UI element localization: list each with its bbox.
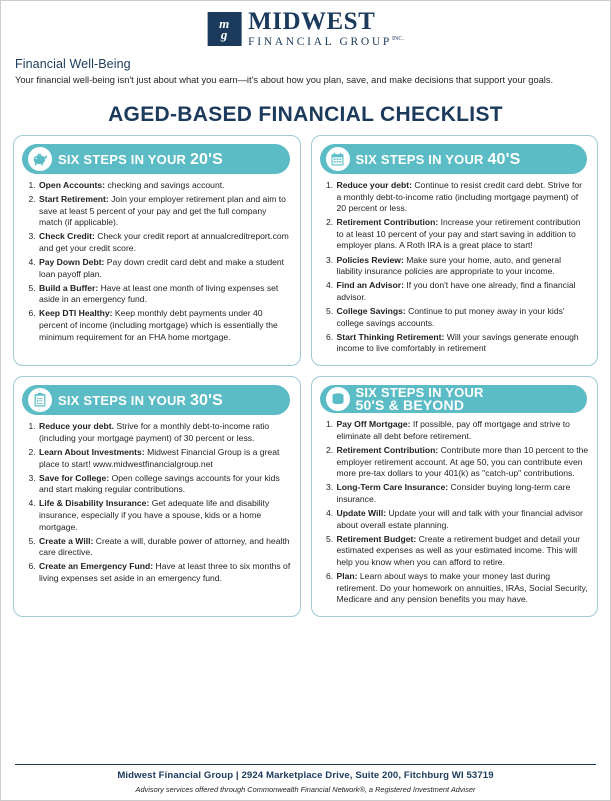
step-lead: Long-Term Care Insurance: — [336, 482, 449, 493]
step-text: checking and savings account. — [105, 180, 225, 190]
card-title-50s — [356, 386, 484, 412]
list-item — [38, 257, 292, 280]
step-text: Contribute more than 10 percent to the employer retirement account. At age 50, you can contribute even more pre-tax dollars to your 401(k) as "catch-up" contributions. — [336, 445, 589, 479]
step-lead: Create an Emergency Fund: — [39, 561, 154, 572]
coins-stack-icon — [326, 387, 350, 411]
page-header — [1, 1, 610, 53]
card-title-age: 50'S & BEYOND — [355, 397, 465, 414]
list-item — [336, 332, 590, 355]
step-lead: Build a Buffer: — [39, 282, 99, 293]
step-text: Get adequate life and disability insurance, especially if you have a spouse, kids or a home mortgage. — [39, 498, 270, 532]
card-title-prefix: SIX STEPS IN YOUR — [355, 385, 484, 401]
company-logo — [207, 9, 404, 48]
step-text: Have at least three to six months of living expenses set aside in an emergency fund. — [39, 561, 291, 583]
list-item — [336, 571, 590, 606]
list-item — [336, 482, 590, 505]
step-text: If possible, pay off mortgage and strive to eliminate all debt before retirement. — [336, 419, 570, 441]
logo-name-line1: MIDWEST — [248, 8, 376, 35]
piggy-bank-icon — [28, 147, 52, 171]
clipboard-checklist-icon — [28, 388, 52, 412]
checklist-card-20s — [13, 135, 301, 366]
footer-disclosure: Advisory services offered through Commonwealth Financial Network®, a Registered Investment Adviser — [135, 785, 476, 794]
card-title-age: 40'S — [487, 150, 521, 168]
logo-monogram-bottom: g — [220, 27, 228, 43]
card-title-40s — [355, 150, 521, 168]
card-title-age: 20'S — [189, 150, 224, 168]
logo-name-line2-text: FINANCIAL GROUP — [248, 35, 393, 48]
list-item — [336, 445, 590, 480]
page-footer — [1, 764, 610, 800]
card-title-prefix: SIX STEPS IN YOUR — [355, 151, 488, 167]
list-item — [336, 508, 590, 531]
step-text: If you don't have one already, find a financial advisor. — [336, 280, 576, 302]
step-lead: Keep DTI Healthy: — [39, 308, 113, 319]
step-lead: Plan: — [336, 570, 358, 581]
step-lead: Update Will: — [336, 507, 387, 518]
step-text: Pay down credit card debt and make a student loan payoff plan. — [39, 257, 285, 279]
list-item — [38, 231, 292, 254]
step-text: Midwest Financial Group is a great place to start! www.midwestfinancialgroup.net — [39, 447, 280, 469]
list-item — [38, 180, 292, 192]
step-lead: Learn About Investments: — [39, 447, 145, 457]
step-text: Create a retirement budget and detail your estimated expenses as well as your estimated income. This will help you know when you can afford to retire. — [336, 533, 581, 567]
logo-wordmark — [248, 9, 404, 48]
step-text: Continue to put money away in your kids' college savings accounts. — [336, 305, 565, 328]
step-lead: Life & Disability Insurance: — [39, 498, 150, 509]
step-lead: Check Credit: — [39, 231, 95, 242]
step-text: Will your savings generate enough income to live comfortably in retirement — [336, 331, 579, 354]
steps-list-20s — [14, 180, 300, 343]
checklist-card-50s — [311, 376, 599, 617]
page-title: AGED-BASED FINANCIAL CHECKLIST — [108, 103, 503, 126]
footer-address: Midwest Financial Group | 2924 Marketplace Drive, Suite 200, Fitchburg WI 53719 — [117, 770, 494, 781]
intro-body: Your financial well-being isn't just about what you earn—it's about how you plan, save, and make decisions that support your goals. — [15, 75, 554, 85]
steps-list-50s — [312, 419, 598, 605]
list-item — [38, 421, 292, 444]
logo-monogram-top: m — [219, 16, 230, 32]
list-item — [336, 534, 590, 569]
step-lead: Save for College: — [39, 472, 110, 483]
card-header-20s — [22, 144, 290, 174]
intro-section — [1, 53, 610, 87]
list-item — [38, 194, 292, 229]
card-title-prefix: SIX STEPS IN YOUR — [58, 151, 190, 167]
step-text: Continue to resist credit card debt. Strive for a monthly debt-to-income ratio (including mortgage payment) of 20 percent or less. — [336, 180, 582, 214]
card-title-20s — [58, 150, 224, 168]
card-title-age: 30'S — [189, 391, 224, 409]
checklist-grid — [1, 135, 610, 617]
card-header-30s — [22, 385, 290, 415]
list-item — [336, 280, 590, 303]
checklist-card-40s — [311, 135, 599, 366]
list-item — [38, 308, 292, 343]
step-lead: Pay Off Mortgage: — [336, 419, 411, 430]
step-lead: Pay Down Debt: — [39, 257, 105, 268]
list-item — [336, 217, 590, 252]
step-text: Open college savings accounts for your kids and start making regular contributions. — [39, 472, 280, 495]
steps-list-40s — [312, 180, 598, 355]
step-text: Keep monthly debt payments under 40 percent of income (including mortgage) which is essentially the minimum requirement for an FHA home mortgage. — [39, 308, 278, 342]
logo-monogram-icon — [207, 12, 241, 46]
logo-name-suffix: INC. — [392, 36, 404, 42]
step-lead: Retirement Budget: — [336, 533, 417, 544]
list-item — [336, 255, 590, 278]
list-item — [38, 561, 292, 584]
list-item — [38, 536, 292, 559]
step-text: Have at least one month of living expenses set aside in an emergency fund. — [39, 282, 279, 305]
checklist-card-30s — [13, 376, 301, 617]
footer-divider — [15, 764, 596, 765]
step-text: Update your will and talk with your financial advisor about overall estate planning. — [336, 507, 583, 530]
step-lead: Create a Will: — [39, 535, 94, 546]
list-item — [336, 180, 590, 215]
step-text: Join your employer retirement plan and aim to save at least 5 percent of your pay and get the full company match (if applicable). — [39, 194, 286, 228]
step-text: Learn about ways to make your money last during retirement. Do your homework on annuities, IRAs, Social Security, Medicare and any pension benefits you may have. — [336, 570, 588, 605]
card-header-50s — [320, 385, 588, 413]
step-lead: Reduce your debt: — [336, 180, 412, 190]
card-title-30s — [58, 391, 224, 409]
logo-name-line2 — [248, 36, 404, 48]
list-item — [336, 419, 590, 442]
card-header-40s — [320, 144, 588, 174]
step-lead: Start Retirement: — [39, 194, 109, 205]
step-lead: Reduce your debt. — [39, 421, 114, 432]
step-text: Create a will, durable power of attorney, and health care directive. — [39, 535, 290, 558]
step-lead: Retirement Contribution: — [336, 445, 439, 455]
step-lead: Find an Advisor: — [336, 280, 404, 291]
steps-list-30s — [14, 421, 300, 584]
step-lead: Retirement Contribution: — [336, 217, 439, 228]
list-item — [38, 283, 292, 306]
step-text: Increase your retirement contribution to at least 10 percent of your pay and start saving in addition to employer plans. A Roth IRA is a great place to start! — [336, 217, 581, 251]
step-lead: Start Thinking Retirement: — [336, 331, 445, 342]
step-text: Consider buying long-term care insurance. — [336, 482, 571, 504]
list-item — [38, 473, 292, 496]
intro-heading: Financial Well-Being — [15, 57, 131, 71]
step-text: Make sure your home, auto, and general liability insurance policies are appropriate to your income. — [336, 254, 562, 277]
step-lead: College Savings: — [336, 305, 406, 316]
step-text: Check your credit report at annualcreditreport.com and get your credit score. — [39, 231, 289, 253]
step-lead: Policies Review: — [336, 254, 404, 265]
list-item — [336, 306, 590, 329]
list-item — [38, 498, 292, 533]
list-item — [38, 447, 292, 470]
calendar-icon — [326, 147, 350, 171]
card-title-prefix: SIX STEPS IN YOUR — [58, 392, 190, 408]
step-text: Strive for a monthly debt-to-income ratio (including your mortgage payment) of 30 percent or less. — [39, 421, 270, 443]
step-lead: Open Accounts: — [39, 180, 106, 190]
